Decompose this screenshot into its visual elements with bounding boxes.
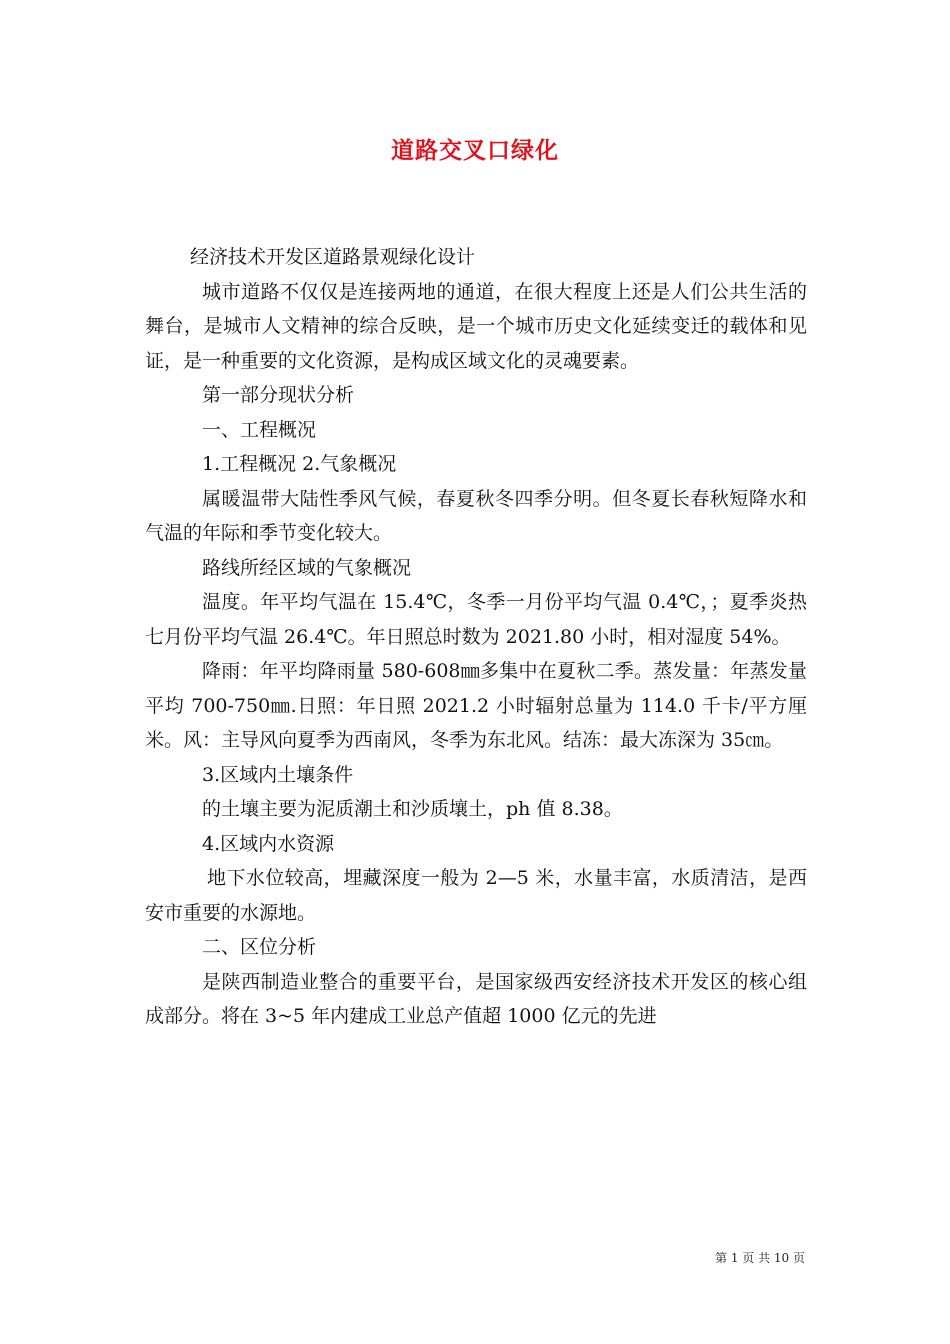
paragraph-part-one-heading: 第一部分现状分析 (202, 384, 355, 406)
paragraph-subsections: 1.工程概况 2.气象概况 (202, 453, 397, 475)
page-number-footer: 第 1 页 共 10 页 (715, 1251, 805, 1265)
paragraph-section-one-heading: 一、工程概况 (202, 418, 317, 441)
paragraph-rainfall: 降雨：年平均降雨量 580-608㎜多集中在夏秋二季。蒸发量：年蒸发量平均 700-750㎜.日照：年日照 2021.2 小时辐射总量为 114.0 千卡/平方厘米。风：主导风向夏季为西南风，冬季为东北风。结冻：最大冻深为 35㎝。 (145, 660, 807, 751)
paragraph-water-heading: 4.区域内水资源 (202, 832, 335, 855)
paragraph-section-two-heading: 二、区位分析 (202, 936, 317, 958)
paragraph-temperature: 温度。年平均气温在 15.4℃，冬季一月份平均气温 0.4℃，；夏季炎热七月份平均气温 26.4℃。年日照总时数为 2021.80 小时，相对湿度 54%。 (145, 591, 807, 648)
paragraph-soil: 的土壤主要为泥质潮土和沙质壤土，ph 值 8.38。 (202, 798, 623, 820)
paragraph-soil-heading: 3.区域内土壤条件 (202, 763, 354, 786)
paragraph-subtitle: 经济技术开发区道路景观绿化设计 (190, 246, 476, 268)
document-title: 道路交叉口绿化 (391, 137, 559, 164)
paragraph-water: 地下水位较高，埋藏深度一般为 2—5 米，水量丰富，水质清洁，是西安市重要的水源地。 (145, 867, 807, 924)
document-body (145, 240, 807, 1034)
paragraph-route-climate-heading: 路线所经区域的气象概况 (202, 556, 412, 579)
paragraph-location: 是陕西制造业整合的重要平台，是国家级西安经济技术开发区的核心组成部分。将在 3~5 年内建成工业总产值超 1000 亿元的先进 (145, 970, 807, 1027)
paragraph-climate: 属暖温带大陆性季风气候，春夏秋冬四季分明。但冬夏长春秋短降水和气温的年际和季节变化较大。 (145, 487, 807, 544)
paragraph-intro: 城市道路不仅仅是连接两地的通道，在很大程度上还是人们公共生活的舞台，是城市人文精神的综合反映，是一个城市历史文化延续变迁的载体和见证，是一种重要的文化资源，是构成区域文化的灵魂要素。 (145, 280, 807, 372)
